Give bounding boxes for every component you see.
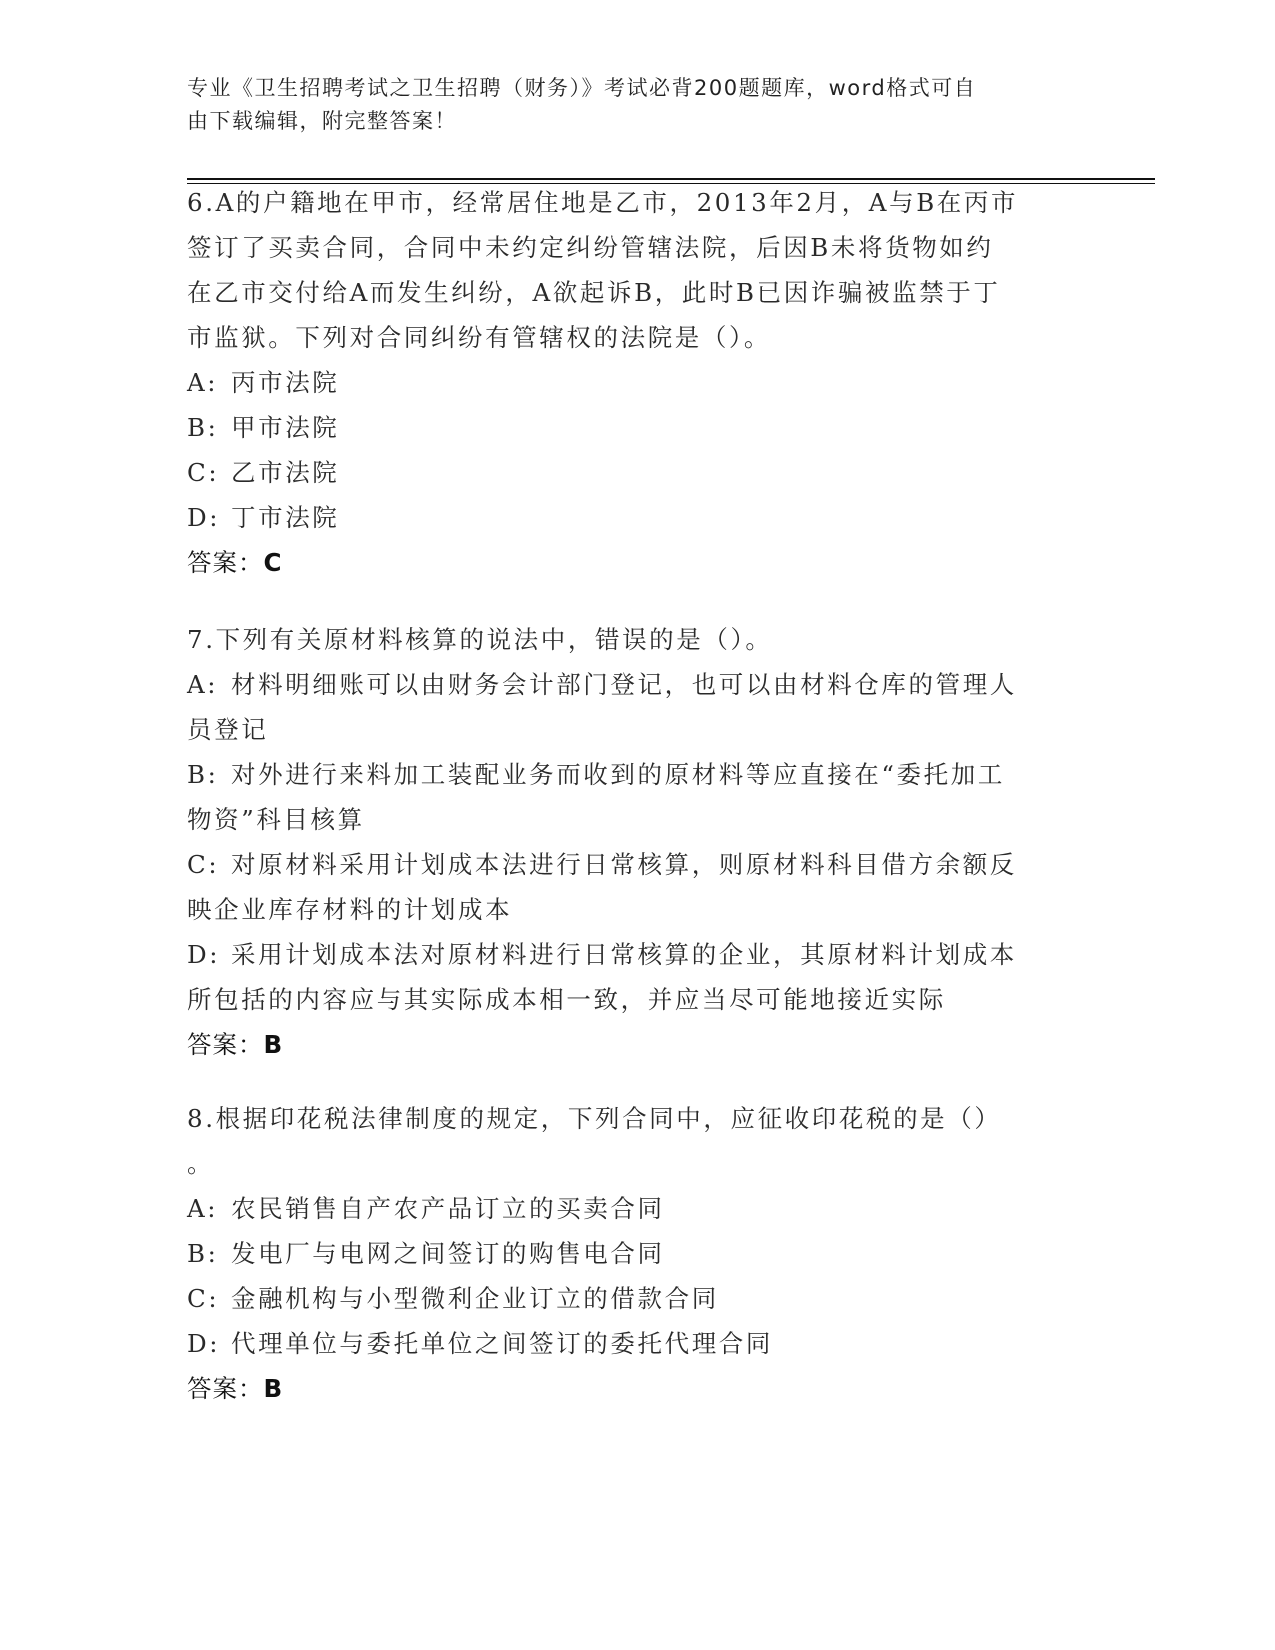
option-key: D: xyxy=(187,1329,221,1358)
option-text: 采用计划成本法对原材料进行日常核算的企业，其原材料计划成本 xyxy=(231,940,1017,969)
option-text: 丁市法院 xyxy=(231,503,340,532)
document-header xyxy=(187,72,1067,138)
question-7 xyxy=(187,617,1067,1067)
question-text: 在乙市交付给A而发生纠纷，A欲起诉B，此时B已因诈骗被监禁于丁 xyxy=(187,278,1001,307)
answer-value: C xyxy=(263,548,283,577)
question-6 xyxy=(187,180,1067,585)
option-b-continued: 物资”科目核算 xyxy=(187,805,365,834)
option-b xyxy=(187,1231,1067,1276)
question-text: 市监狱。下列对合同纠纷有管辖权的法院是（）。 xyxy=(187,323,771,352)
option-c-continued: 映企业库存材料的计划成本 xyxy=(187,895,513,924)
option-text: 对外进行来料加工装配业务而收到的原材料等应直接在“委托加工 xyxy=(231,760,1005,789)
option-key: D: xyxy=(187,940,221,969)
answer xyxy=(187,1022,1067,1067)
option-key: A: xyxy=(187,368,219,397)
option-text: 发电厂与电网之间签订的购售电合同 xyxy=(231,1239,665,1268)
option-d xyxy=(187,932,1067,977)
answer xyxy=(187,1366,1067,1411)
question-text: 签订了买卖合同，合同中未约定纠纷管辖法院，后因B未将货物如约 xyxy=(187,233,994,262)
option-text: 对原材料采用计划成本法进行日常核算，则原材料科目借方余额反 xyxy=(231,850,1017,879)
option-key: B: xyxy=(187,1239,219,1268)
answer-label: 答案： xyxy=(187,1030,264,1059)
option-key: C: xyxy=(187,1284,220,1313)
option-text: 材料明细账可以由财务会计部门登记，也可以由材料仓库的管理人 xyxy=(231,670,1017,699)
option-a xyxy=(187,360,1067,405)
header-line: 由下载编辑，附完整答案！ xyxy=(187,109,457,133)
option-key: B: xyxy=(187,760,219,789)
answer-label: 答案： xyxy=(187,1374,264,1403)
answer-label: 答案： xyxy=(187,548,264,577)
answer-value: B xyxy=(263,1030,284,1059)
option-text: 丙市法院 xyxy=(231,368,340,397)
option-text: 农民销售自产农产品订立的买卖合同 xyxy=(231,1194,665,1223)
option-key: B: xyxy=(187,413,219,442)
option-a xyxy=(187,662,1067,707)
option-c xyxy=(187,450,1067,495)
question-text: 。 xyxy=(187,1149,215,1178)
option-text: 金融机构与小型微利企业订立的借款合同 xyxy=(231,1284,719,1313)
option-key: A: xyxy=(187,670,219,699)
question-8 xyxy=(187,1096,1067,1411)
option-a xyxy=(187,1186,1067,1231)
answer-value: B xyxy=(263,1374,284,1403)
option-c xyxy=(187,842,1067,887)
question-text: 8.根据印花税法律制度的规定，下列合同中，应征收印花税的是（） xyxy=(187,1104,1002,1133)
option-b xyxy=(187,752,1067,797)
option-key: C: xyxy=(187,458,220,487)
option-text: 甲市法院 xyxy=(231,413,340,442)
option-key: D: xyxy=(187,503,221,532)
option-text: 乙市法院 xyxy=(231,458,340,487)
option-a-continued: 员登记 xyxy=(187,715,269,744)
option-key: A: xyxy=(187,1194,219,1223)
option-c xyxy=(187,1276,1067,1321)
option-b xyxy=(187,405,1067,450)
header-line: 专业《卫生招聘考试之卫生招聘（财务）》考试必背200题题库，word格式可自 xyxy=(187,76,977,100)
question-text: 7.下列有关原材料核算的说法中，错误的是（）。 xyxy=(187,625,773,654)
option-text: 代理单位与委托单位之间签订的委托代理合同 xyxy=(231,1329,773,1358)
option-d xyxy=(187,1321,1067,1366)
answer xyxy=(187,540,1067,585)
option-d-continued: 所包括的内容应与其实际成本相一致，并应当尽可能地接近实际 xyxy=(187,985,946,1014)
question-text: 6.A的户籍地在甲市，经常居住地是乙市，2013年2月，A与B在丙市 xyxy=(187,188,1019,217)
option-key: C: xyxy=(187,850,220,879)
option-d xyxy=(187,495,1067,540)
